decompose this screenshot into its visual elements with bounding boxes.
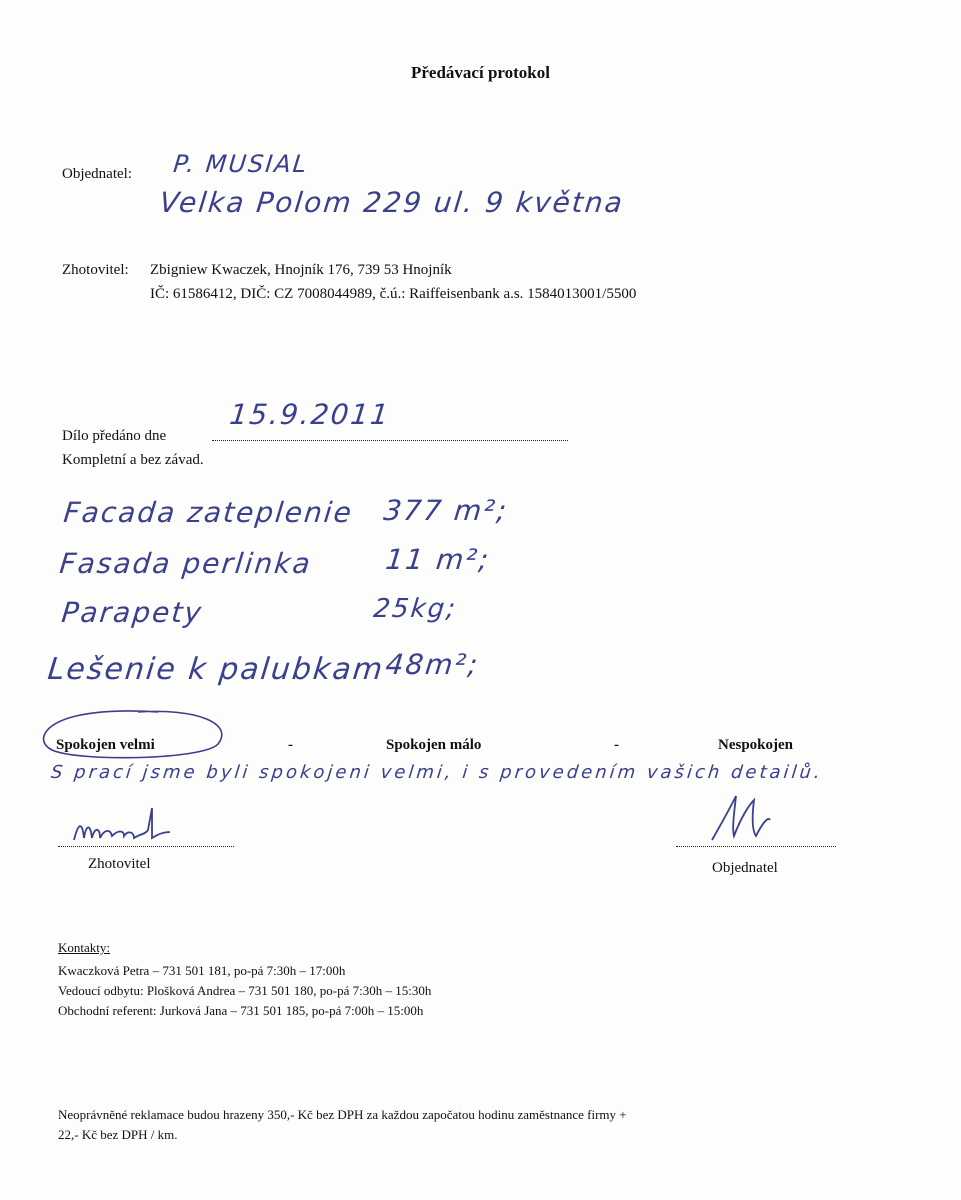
footer-note: Neoprávněné reklamace budou hrazeny 350,- Kč bez DPH za každou započatou hodinu zaměstnance firmy + xyxy=(58,1107,627,1122)
satisfaction-option-low: Nespokojen xyxy=(718,737,794,753)
footer-note: 22,- Kč bez DPH / km. xyxy=(58,1127,178,1142)
customer-signature xyxy=(706,790,786,846)
contractor-ids: IČ: 61586412, DIČ: CZ 7008044989, č.ú.: Raiffeisenbank a.s. 1584013001/5500 xyxy=(150,286,637,302)
handover-label: Dílo předáno dne xyxy=(62,428,167,444)
contact-line: Kwaczková Petra – 731 501 181, po-pá 7:30h – 17:00h xyxy=(58,963,346,978)
contractor-signature-label: Zhotovitel xyxy=(88,856,151,872)
customer-address-handwritten: Velka Polom 229 ul. 9 května xyxy=(158,186,626,219)
satisfaction-separator: - xyxy=(614,737,619,753)
contact-line: Vedoucí odbytu: Plošková Andrea – 731 501 180, po-pá 7:30h – 15:30h xyxy=(58,983,432,998)
work-item-name: Parapety xyxy=(60,596,205,629)
work-item-name: Lešenie k palubkam xyxy=(46,652,386,687)
contractor-label: Zhotovitel: xyxy=(62,262,129,278)
work-item-qty: 48m²; xyxy=(384,648,482,681)
work-item-qty: 11 m²; xyxy=(384,543,492,576)
handover-date-handwritten: 15.9.2011 xyxy=(228,398,392,431)
contractor-signature xyxy=(70,800,190,850)
contacts-heading: Kontakty: xyxy=(58,940,110,955)
document-title: Předávací protokol xyxy=(411,63,550,82)
customer-label: Objednatel: xyxy=(62,166,132,182)
work-item-qty: 25kg; xyxy=(372,594,459,624)
satisfaction-option-high: Spokojen velmi xyxy=(56,737,155,753)
contractor-address: Zbigniew Kwaczek, Hnojník 176, 739 53 Hnojník xyxy=(150,262,452,278)
handover-date-dotted-line xyxy=(212,440,568,441)
satisfaction-option-mid: Spokojen málo xyxy=(386,737,482,753)
contractor-signature-line xyxy=(58,846,234,847)
customer-name-handwritten: P. MUSIAL xyxy=(172,150,310,178)
satisfaction-comment-handwritten: S prací jsme byli spokojeni velmi, i s provedením vašich detailů. xyxy=(50,762,824,783)
work-item-name: Fasada perlinka xyxy=(58,547,314,580)
customer-signature-label: Objednatel xyxy=(712,860,778,876)
work-item-qty: 377 m²; xyxy=(382,494,510,527)
satisfaction-separator: - xyxy=(288,737,293,753)
work-item-name: Facada zateplenie xyxy=(62,496,355,529)
contact-line: Obchodní referent: Jurková Jana – 731 501 185, po-pá 7:00h – 15:00h xyxy=(58,1003,424,1018)
handover-status: Kompletní a bez závad. xyxy=(62,452,204,468)
customer-signature-line xyxy=(676,846,836,847)
